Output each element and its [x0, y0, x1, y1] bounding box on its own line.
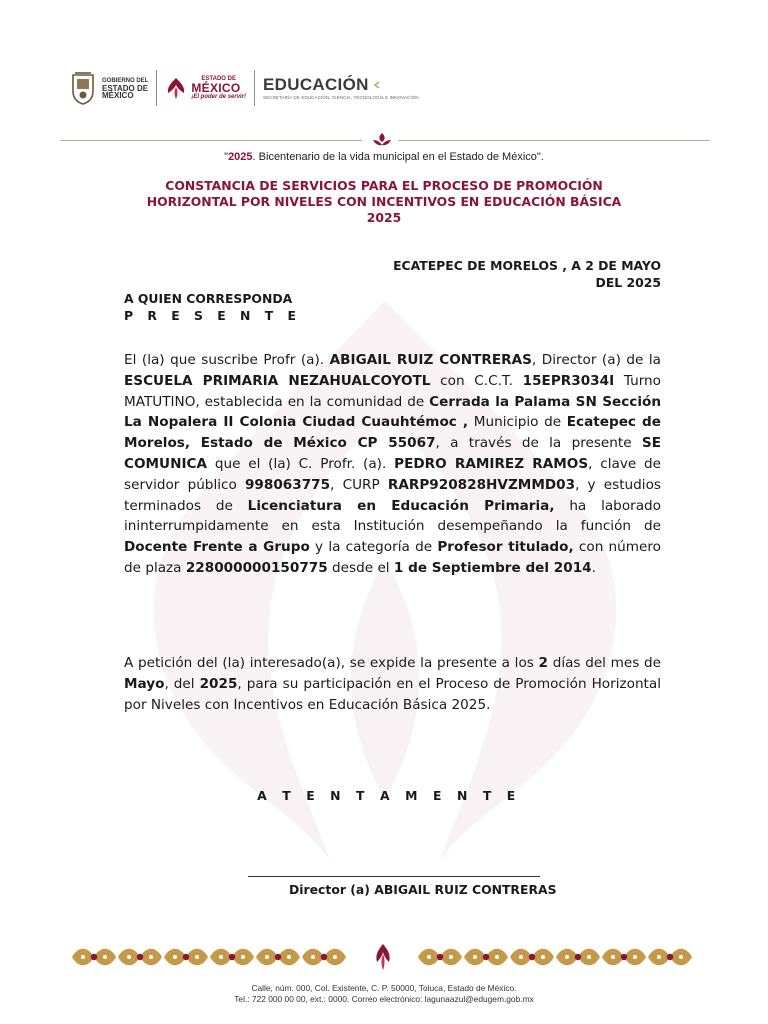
footer-flower-icon: [376, 944, 389, 970]
body2-text: días del mes de: [548, 655, 661, 671]
year-motto: [0, 151, 768, 163]
communicates: SE COMUNICA: [124, 435, 661, 472]
motto-open-quote: ": [224, 151, 229, 163]
header-divider-2: [254, 70, 255, 106]
header-rule-right: [398, 140, 710, 141]
body1-text: .: [591, 559, 596, 576]
plaza-number: 228000000150775: [185, 559, 328, 576]
gobierno-line3: MÉXICO: [102, 90, 134, 100]
gobierno-line2: ESTADO DE: [102, 83, 149, 93]
school-name: ESCUELA PRIMARIA NEZAHUALCOYOTL: [124, 372, 431, 389]
secretaria-subtitle: SECRETARÍA DE EDUCACIÓN, CIENCIA, TECNOLOGÍA E INNOVACIÓN: [263, 95, 419, 100]
title-line1: CONSTANCIA DE SERVICIOS PARA EL PROCESO DE PROMOCIÓN: [165, 178, 603, 193]
body1-text: , y estudios terminados de: [124, 476, 661, 514]
issue-year: 2025: [199, 675, 238, 692]
addressee-line1: A QUIEN CORRESPONDA: [124, 291, 293, 306]
title-line2: HORIZONTAL POR NIVELES CON INCENTIVOS EN EDUCACIÓN BÁSICA: [146, 194, 622, 209]
gobierno-line1: GOBIERNO DEL: [102, 77, 149, 84]
studies: Licenciatura en Educación Primaria,: [247, 497, 555, 514]
arrow-icon: [373, 81, 381, 89]
edomex-line2: MÉXICO: [191, 80, 241, 95]
body1-text: y la categoría de: [309, 539, 438, 556]
body-paragraph-1: [124, 350, 661, 579]
body2-text: , del: [164, 675, 200, 692]
edomex-line1: ESTADO DE: [201, 75, 236, 82]
director-name: ABIGAIL RUIZ CONTRERAS: [329, 352, 532, 368]
header-divider: [156, 70, 157, 106]
addressee: [124, 290, 301, 324]
letterhead: [70, 66, 419, 110]
function: Docente Frente a Grupo: [124, 539, 310, 556]
signature-line: [248, 876, 540, 877]
curp: RARP920828HVZMMD03: [387, 476, 576, 493]
header-rule-left: [60, 140, 362, 141]
server-key: 998063775: [244, 476, 331, 493]
body1-text: , clave de servidor público: [124, 455, 662, 493]
body2-text: A petición del (la) interesado(a), se expide la presente a los: [124, 655, 539, 671]
issue-month: Mayo: [124, 675, 165, 692]
body1-text: con C.C.T.: [430, 372, 523, 389]
teacher-name: PEDRO RAMIREZ RAMOS: [394, 455, 589, 472]
since-date: 1 de Septiembre del 2014: [393, 559, 592, 576]
body1-text: con número de plaza: [124, 539, 661, 576]
body1-text: Turno MATUTINO, establecida en la comunidad de: [124, 372, 661, 410]
closing: A T E N T A M E N T E: [257, 788, 521, 803]
gobierno-logo: [70, 71, 148, 105]
place-date-line2: DEL 2025: [595, 275, 661, 290]
footer-address: Calle, núm. 000, Col. Existente, C. P. 50000, Toluca, Estado de México.: [251, 983, 517, 993]
body1-text: Municipio de: [468, 414, 567, 431]
motto-text: . Bicentenario de la vida municipal en el Estado de México".: [252, 151, 544, 163]
ornament-icon: [371, 131, 393, 149]
cct-code: 15EPR3034I: [522, 372, 615, 389]
coat-of-arms-icon: [70, 71, 96, 105]
body1-text: , CURP: [330, 476, 388, 493]
body1-text: que el (la) C. Profr. (a).: [207, 455, 395, 472]
body1-text: desde el: [327, 559, 394, 576]
secretaria-logo: [263, 75, 419, 101]
signatory-name: Director (a) ABIGAIL RUIZ CONTRERAS: [289, 882, 557, 897]
place-date-line1: ECATEPEC DE MORELOS , A 2 DE MAYO: [393, 258, 661, 273]
decorative-footer-band: [72, 940, 694, 974]
body1-text: El (la) que suscribe Profr (a).: [124, 352, 330, 368]
addressee-line2: P R E S E N T E: [124, 308, 301, 323]
body1-text: , a través de la presente: [435, 435, 642, 452]
category: Profesor titulado,: [437, 539, 574, 556]
issue-days: 2: [538, 655, 549, 671]
municipality: Ecatepec de Morelos, Estado de México CP 55067: [124, 414, 662, 452]
body2-text: , para su participación en el Proceso de Promoción Horizontal por Niveles con Incentivos en Educación Básica 2025.: [124, 675, 661, 713]
motto-year: 2025: [228, 151, 253, 163]
footer-phone-email: Tel.: 722 000 00 00, ext.: 0000. Correo electrónico: lagunaazul@edugem.gob.mx: [234, 994, 534, 1004]
edomex-logo: [165, 75, 246, 102]
body1-text: ha laborado ininterrumpidamente en esta Institución desempeñando la función de: [124, 497, 661, 535]
edomex-slogan: ¡El poder de servir!: [191, 93, 247, 100]
document-title: [110, 178, 658, 226]
body-paragraph-2: [124, 653, 661, 715]
footer-contact: [0, 983, 768, 1005]
secretaria-title: EDUCACIÓN: [263, 75, 369, 94]
title-line3: 2025: [366, 210, 402, 225]
community-address: Cerrada la Palama SN Sección La Nopalera II Colonia Ciudad Cuauhtémoc ,: [124, 393, 662, 431]
edomex-flower-icon: [165, 75, 187, 101]
place-date: [300, 257, 661, 291]
body1-text: , Director (a) de la: [531, 352, 662, 368]
